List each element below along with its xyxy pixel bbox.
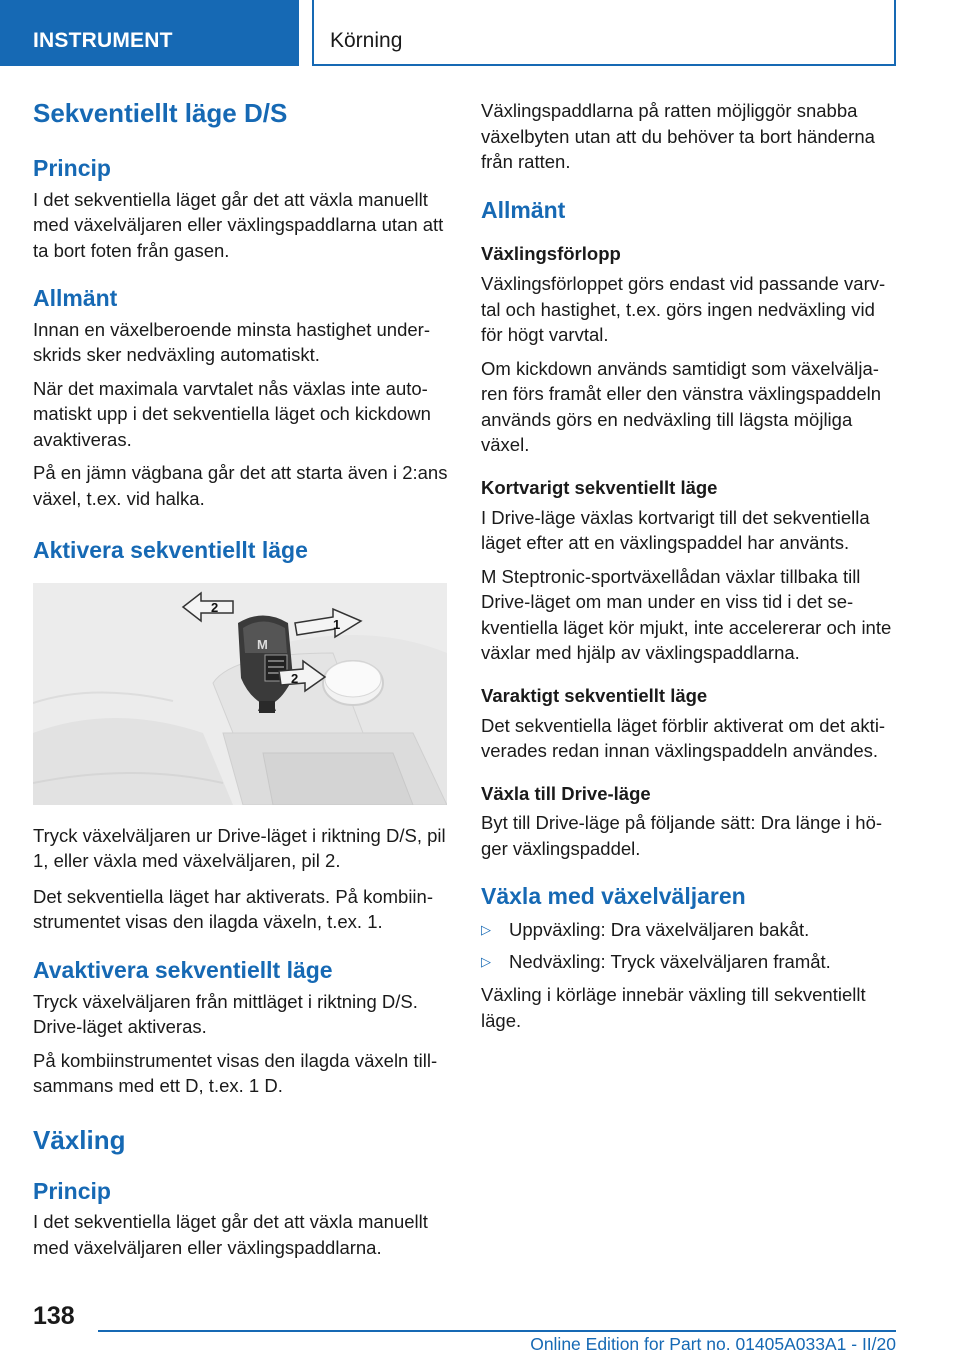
right-column — [481, 98, 901, 1033]
allmant-paragraph-1: Innan en växelberoende minsta hastighet under-skrids sker nedväxling automatiskt. — [33, 318, 430, 366]
triangle-bullet-icon: ▷ — [481, 953, 491, 969]
princip-heading: Princip — [33, 155, 111, 182]
avaktivera-paragraph-2: På kombiinstrumentet visas den ilagda växeln till-sammans med ett D, t.ex. 1 D. — [33, 1049, 438, 1097]
drive-heading: Växla till Drive-läge — [481, 782, 651, 804]
arrow-2-top-label: 2 — [211, 599, 219, 615]
forlopp-paragraph-1: Växlingsförloppet görs endast vid passande varv-tal och hastighet, t.ex. görs ingen nedväxling vid för högt varvtal. — [481, 273, 886, 346]
valjaren-paragraph-1: Växling i körläge innebär växling till sekventiellt läge. — [481, 984, 866, 1031]
left-column — [33, 98, 449, 1260]
edition-footer[interactable]: Online Edition for Part no. 01405A033A1 - II/20 — [530, 1334, 896, 1354]
footer-divider — [98, 1330, 896, 1332]
valjaren-heading: Växla med växelväljaren — [481, 883, 746, 910]
right-allmant-heading: Allmänt — [481, 196, 566, 223]
paddles-intro: Växlingspaddlarna på ratten möjliggör snabba växelbyten utan att du behöver ta bort händerna från ratten. — [481, 100, 875, 172]
varaktigt-paragraph-1: Det sekventiella läget förblir aktiverat om det akti-verades redan innan växlingspaddeln användes. — [481, 714, 886, 761]
gear-bullets — [481, 917, 901, 974]
triangle-bullet-icon: ▷ — [481, 922, 491, 938]
vaxling-title: Växling — [33, 1124, 126, 1155]
avaktivera-paragraph-1: Tryck växelväljaren från mittläget i riktning D/S. Drive-läget aktiveras. — [33, 990, 418, 1038]
vaxling-princip-heading: Princip — [33, 1177, 111, 1204]
section-title: Körning — [312, 0, 896, 66]
vaxling-princip-text: I det sekventiella läget går det att växla manuellt med växelväljaren eller växlingspaddlarna. — [33, 1211, 428, 1258]
princip-text: I det sekventiella läget går det att växla manuellt med växelväljaren eller växlingspaddlarna utan att ta bort foten från gasen. — [33, 188, 444, 261]
gear-selector-illustration — [33, 583, 447, 805]
kortvarigt-paragraph-1: I Drive-läge växlas kortvarigt till det sekventiella läget efter att en växlingspaddel har använts. — [481, 506, 870, 554]
allmant-heading: Allmänt — [33, 285, 118, 312]
page-number: 138 — [33, 1302, 75, 1330]
chapter-tab[interactable]: INSTRUMENT — [0, 0, 299, 66]
aktivera-paragraph-1: Tryck växelväljaren ur Drive-läget i riktning D/S, pil 1, eller växla med växelväljaren, pil 2. — [33, 824, 446, 872]
forlopp-heading: Växlingsförlopp — [481, 243, 621, 265]
list-item: ▷ Uppväxling: Dra växelväljaren bakåt. — [481, 917, 901, 943]
kortvarigt-heading: Kortvarigt sekventiellt läge — [481, 476, 718, 498]
arrow-1-label: 1 — [333, 616, 341, 632]
kortvarigt-paragraph-2: M Steptronic-sportväxellådan växlar tillbaka till Drive-läget om man under en viss tid i det se-kventiella läget kör mjukt, inte accelererar och inte växlar med hjälp av växlingspaddlarna. — [481, 565, 892, 664]
list-item: ▷ Nedväxling: Tryck växelväljaren framåt. — [481, 949, 901, 975]
allmant-paragraph-3: På en jämn vägbana går det att starta även i 2:ans växel, t.ex. vid halka. — [33, 462, 448, 509]
varaktigt-heading: Varaktigt sekventiellt läge — [481, 684, 708, 706]
aktivera-paragraph-2: Det sekventiella läget har aktiverats. På kombiin-strumentet visas den ilagda växeln, t.ex. 1. — [33, 885, 433, 933]
drive-paragraph-1: Byt till Drive-läge på följande sätt: Dra länge i hö-ger växlingspaddel. — [481, 812, 883, 859]
page-title: Sekventiellt läge D/S — [33, 98, 288, 128]
avaktivera-heading: Avaktivera sekventiellt läge — [33, 956, 333, 983]
allmant-paragraph-2: När det maximala varvtalet nås växlas inte auto-matiskt upp i det sekventiella läget och kickdown avaktiveras. — [33, 377, 431, 450]
aktivera-heading: Aktivera sekventiellt läge — [33, 537, 308, 564]
arrow-2-bottom-label: 2 — [291, 670, 299, 686]
forlopp-paragraph-2: Om kickdown används samtidigt som växelvälja-ren förs framåt eller den vänstra växlingspaddeln används görs en nedväxling till lägsta möjliga växel. — [481, 357, 882, 456]
knob-logo-label: M — [257, 636, 268, 652]
